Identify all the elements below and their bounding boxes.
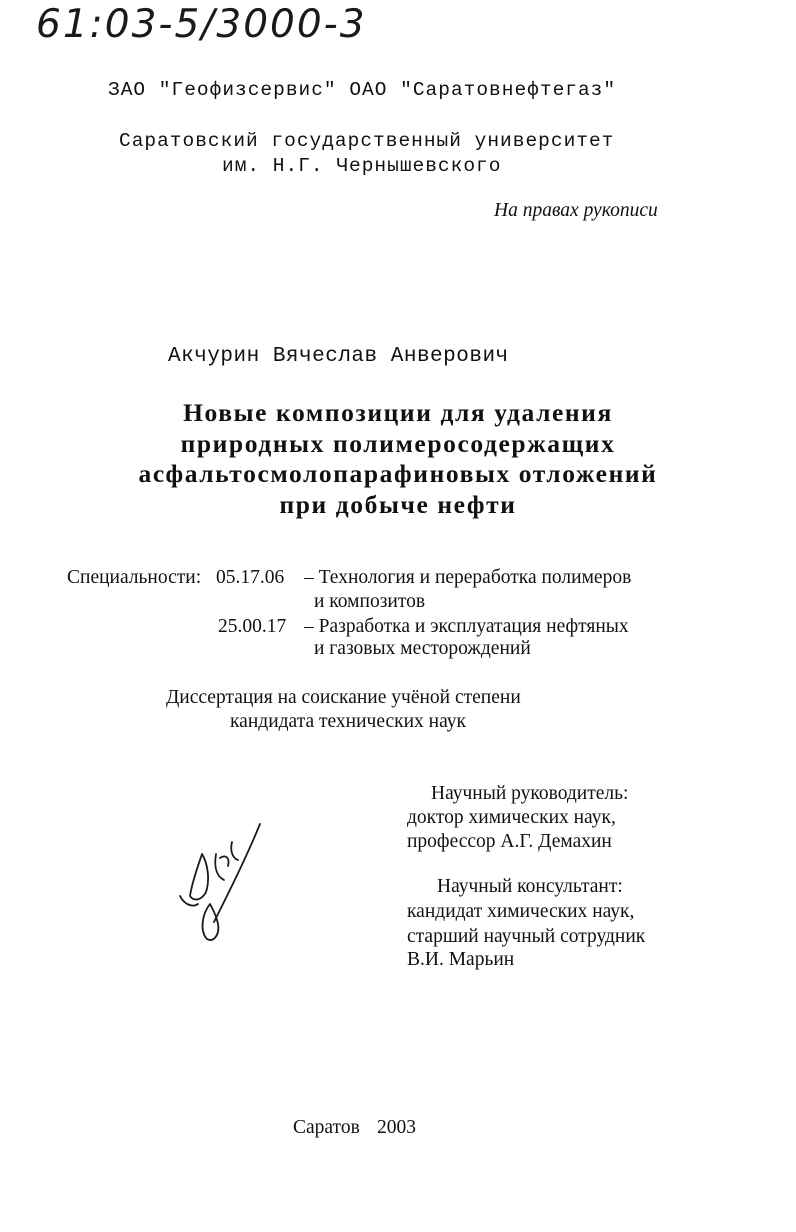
specialty-1-name: – Технология и переработка полимеров — [304, 567, 632, 588]
specialty-1-name-cont: и композитов — [314, 591, 426, 612]
title-line-3: асфальтосмолопарафиновых отложений — [138, 459, 658, 488]
supervisor-role: Научный руководитель: — [431, 783, 629, 804]
university-name: Саратовский государственный университет — [119, 130, 615, 152]
dissertation-line-2: кандидата технических наук — [230, 711, 466, 732]
title-line-4: при добыче нефти — [279, 490, 517, 519]
consultant-degree: кандидат химических наук, — [407, 901, 635, 922]
specialty-2-name-cont: и газовых месторождений — [314, 638, 531, 659]
title-line-2: природных полимеросодержащих — [180, 429, 616, 458]
rights-note: На правах рукописи — [494, 200, 658, 221]
footer-city: Саратов — [293, 1117, 360, 1138]
specialty-1-code: 05.17.06 — [216, 567, 285, 588]
consultant-role: Научный консультант: — [437, 876, 623, 897]
supervisor-degree: доктор химических наук, — [407, 807, 616, 828]
author-name: Акчурин Вячеслав Анверович — [168, 345, 509, 368]
signature-icon — [172, 818, 268, 948]
consultant-position: старший научный сотрудник — [407, 926, 646, 947]
dissertation-line-1: Диссертация на соискание учёной степени — [166, 687, 521, 708]
archive-mark: 61:03-5/3000-3 — [36, 2, 367, 47]
specialty-2-name: – Разработка и эксплуатация нефтяных — [304, 616, 629, 637]
consultant-name: В.И. Марьин — [407, 949, 515, 970]
title-line-1: Новые композиции для удаления — [183, 398, 613, 427]
footer-year: 2003 — [377, 1117, 416, 1138]
specialty-2-code: 25.00.17 — [218, 616, 287, 637]
university-named-after: им. Н.Г. Чернышевского — [222, 155, 502, 177]
supervisor-name: профессор А.Г. Демахин — [407, 831, 612, 852]
organizations-line: ЗАО "Геофизсервис" ОАО "Саратовнефтегаз" — [108, 79, 617, 101]
specialties-label: Специальности: — [67, 567, 202, 588]
